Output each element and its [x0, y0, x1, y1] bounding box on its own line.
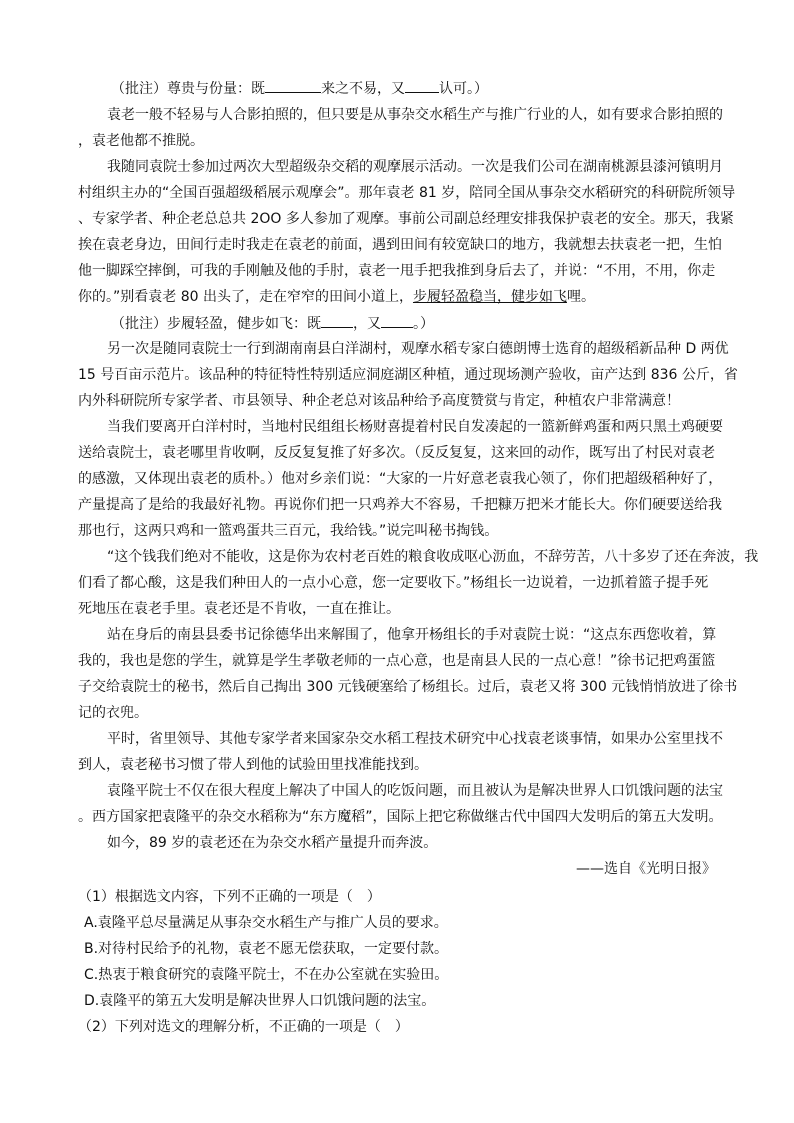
answer-blank[interactable]: [321, 313, 353, 328]
paragraph-line: 站在身后的南县县委书记徐德华出来解围了，他拿开杨组长的手对袁院士说：“这点东西您收着，算: [107, 627, 717, 643]
paragraph-line: 平时，省里领导、其他专家学者来国家杂交水稻工程技术研究中心找袁老谈事情，如果办公室里找不: [107, 731, 723, 747]
paragraph-line: 如今，89 岁的袁老还在为杂交水稻产量提升而奔波。: [107, 835, 438, 851]
question-option-b[interactable]: B.对待村民给予的礼物，袁老不愿无偿获取，一定要付款。: [84, 941, 449, 957]
paragraph-line: “这个钱我们绝对不能收，这是你为农村老百姓的粮食收成呕心沥血，不辞劳苦，八十多岁了还在奔波，我: [107, 549, 759, 565]
question-option-d[interactable]: D.袁隆平的第五大发明是解决世界人口饥饿问题的法宝。: [84, 993, 436, 1009]
paragraph-line: 那也行，这两只鸡和一篮鸡蛋共三百元，我给钱。”说完叫秘书掏钱。: [78, 523, 499, 539]
question-stem: （2）下列对选文的理解分析，不正确的一项是（ ）: [78, 1019, 409, 1035]
paragraph-line: 死地压在袁老手里。袁老还是不肯收，一直在推让。: [78, 601, 400, 617]
paragraph-line: 子交给袁院士的秘书，然后自己掏出 300 元钱硬塞给了杨组长。过后，袁老又将 300 元钱悄悄放进了徐书: [78, 679, 738, 695]
paragraph-line: 当我们要离开白洋村时，当地村民组组长杨财喜提着村民自发凑起的一篮新鲜鸡蛋和两只黑土鸡硬要: [107, 419, 723, 435]
paragraph-line: 送给袁院士，袁老哪里肯收啊，反反复复推了好多次。（反反复复，这来回的动作，既写出了村民对袁老: [78, 445, 715, 461]
answer-blank[interactable]: [381, 313, 413, 328]
question-option-c[interactable]: C.热衷于粮食研究的袁隆平院士，不在办公室就在实验田。: [84, 967, 449, 983]
paragraph-line: 15 号百亩示范片。该品种的特征特性特别适应洞庭湖区种植，通过现场测产验收，亩产达到 836 公斤，省: [78, 367, 738, 383]
source-citation: ——选自《光明日报》: [576, 861, 716, 877]
paragraph-line: 到人，袁老秘书习惯了带人到他的试验田里找准能找到。: [78, 757, 428, 773]
answer-blank[interactable]: [405, 78, 439, 93]
paragraph-line: 你的。”别看袁老 80 出头了，走在窄窄的田间小道上，步履轻盈稳当，健步如飞哩。: [78, 289, 595, 305]
paragraph-line: 、专家学者、种企老总总共 2OO 多人参加了观摩。事前公司副总经理安排我保护袁老的安全。那天，我紧: [78, 211, 734, 227]
paragraph-line: 村组织主办的“全国百强超级稻展示观摩会”。那年袁老 81 岁，陪同全国从事杂交水稻研究的科研院所领导: [78, 185, 736, 201]
underlined-phrase: 步履轻盈稳当，健步如飞: [412, 289, 567, 305]
paragraph-line: 挨在袁老身边，田间行走时我走在袁老的前面，遇到田间有较宽缺口的地方，我就想去扶袁老一把，生怕: [78, 237, 722, 253]
paragraph-line: 的感激，又体现出袁老的质朴。）他对乡亲们说：“大家的一片好意老袁我心领了，你们把超级稻种好了，: [78, 471, 723, 487]
annotation-line: （批注）尊贵与份量：既 来之不易，又 认可。）: [111, 78, 488, 99]
question-option-a[interactable]: A.袁隆平总尽量满足从事杂交水稻生产与推广人员的要求。: [84, 915, 448, 931]
paragraph-line: 内外科研院所专家学者、市县领导、种企老总对该品种给予高度赞赏与肯定，种植农户非常满意！: [78, 393, 680, 409]
paragraph-line: 。西方国家把袁隆平的杂交水稻称为“东方魔稻”，国际上把它称做继古代中国四大发明后的第五大发明。: [78, 809, 723, 825]
paragraph-line: 另一次是随同袁院士一行到湖南南县白洋湖村，观摩水稻专家白德朗博士选育的超级稻新品种 D 两优: [107, 341, 729, 357]
paragraph-line: 他一脚踩空摔倒，可我的手刚触及他的手肘，袁老一甩手把我推到身后去了，并说：“不用，不用，你走: [78, 263, 716, 279]
paragraph-line: 记的衣兜。: [78, 705, 148, 721]
answer-blank[interactable]: [265, 78, 321, 93]
question-stem: （1）根据选文内容，下列不正确的一项是（ ）: [78, 889, 381, 905]
annotation-line: （批注）步履轻盈，健步如飞：既 ，又 。）: [111, 313, 434, 334]
paragraph-line: 袁隆平院士不仅在很大程度上解决了中国人的吃饭问题，而且被认为是解决世界人口饥饿问题的法宝: [107, 783, 723, 799]
paragraph-line: 产量提高了是给的我最好礼物。再说你们把一只鸡养大不容易，千把糠万把米才能长大。你们硬要送给我: [78, 497, 722, 513]
paragraph-line: 我随同袁院士参加过两次大型超级杂交稻的观摩展示活动。一次是我们公司在湖南桃源县漆河镇明月: [107, 159, 723, 175]
paragraph-line: 我的，我也是您的学生，就算是学生孝敬老师的一点心意，也是南县人民的一点心意！”徐书记把鸡蛋篮: [78, 653, 716, 669]
paragraph-line: 袁老一般不轻易与人合影拍照的，但只要是从事杂交水稻生产与推广行业的人，如有要求合影拍照的: [107, 107, 723, 123]
paragraph-line: ，袁老他都不推脱。: [78, 133, 204, 149]
paragraph-line: 们看了都心酸，这是我们种田人的一点小心意，您一定要收下。”杨组长一边说着，一边抓着篮子提手死: [78, 575, 709, 591]
